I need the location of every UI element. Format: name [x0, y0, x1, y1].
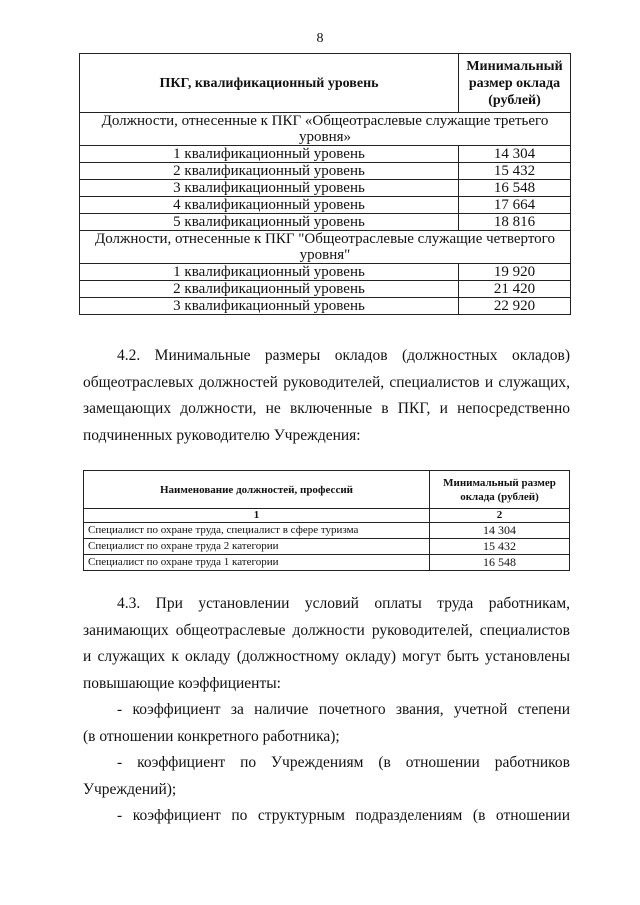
- paragraph-line: Учреждений);: [83, 780, 177, 798]
- level-cell: 3 квалификационный уровень: [80, 180, 459, 197]
- table-row: [80, 298, 571, 315]
- salary-cell: 15 432: [459, 163, 571, 180]
- position-cell: Специалист по охране труда 1 категории: [84, 555, 430, 571]
- list-item: - коэффициент по Учреждениям (в отношении работников: [117, 754, 570, 771]
- salary-cell: 18 816: [459, 214, 571, 231]
- salary-cell: 14 304: [430, 523, 570, 539]
- level-cell: 1 квалификационный уровень: [80, 146, 459, 163]
- salary-cell: 16 548: [430, 555, 570, 571]
- salary-cell: 21 420: [459, 281, 571, 298]
- list-item: - коэффициент за наличие почетного звания, учетной степени: [117, 701, 570, 718]
- position-cell: Специалист по охране труда 2 категории: [84, 539, 430, 555]
- paragraph-line: повышающие коэффициенты:: [83, 674, 281, 692]
- level-cell: 3 квалификационный уровень: [80, 298, 459, 315]
- level-cell: 5 квалификационный уровень: [80, 214, 459, 231]
- paragraph-line: общеотраслевых должностей руководителей, специалистов и служащих,: [83, 373, 570, 391]
- position-cell: Специалист по охране труда, специалист в сфере туризма: [84, 523, 430, 539]
- column-number-row: [84, 509, 570, 523]
- level-cell: 1 квалификационный уровень: [80, 264, 459, 281]
- table-header-row: [80, 54, 571, 113]
- header-salary: [430, 471, 570, 509]
- table-row: [80, 163, 571, 180]
- header-salary-line: (рублей): [488, 92, 541, 108]
- table-row: [80, 146, 571, 163]
- paragraph-line: занимающих общеотраслевые должности руководителей, специалистов: [83, 621, 570, 639]
- salary-cell: 15 432: [430, 539, 570, 555]
- salary-cell: 22 920: [459, 298, 571, 315]
- table-row: [80, 197, 571, 214]
- paragraph-line: подчиненных руководителю Учреждения:: [83, 426, 361, 444]
- column-number: 1: [84, 509, 430, 523]
- paragraph-line: замещающих должности, не включенные в ПКГ, и непосредственно: [83, 400, 570, 417]
- table-row: [84, 539, 570, 555]
- header-position: ПКГ, квалификационный уровень: [80, 54, 459, 113]
- salary-cell: 14 304: [459, 146, 571, 163]
- level-cell: 2 квалификационный уровень: [80, 163, 459, 180]
- section-title-fourth-level: Должности, отнесенные к ПКГ "Общеотраслевые служащие четвертого уровня": [80, 231, 571, 264]
- level-cell: 2 квалификационный уровень: [80, 281, 459, 298]
- level-cell: 4 квалификационный уровень: [80, 197, 459, 214]
- header-salary: [459, 54, 571, 113]
- header-name: Наименование должностей, профессий: [84, 471, 430, 509]
- paragraph-line: 4.2. Минимальные размеры окладов (должностных окладов): [117, 347, 570, 364]
- table-row: [80, 281, 571, 298]
- salary-cell: 16 548: [459, 180, 571, 197]
- paragraph-line: 4.3. При установлении условий оплаты труда работникам,: [117, 595, 570, 612]
- section-title-third-level: Должности, отнесенные к ПКГ «Общеотраслевые служащие третьего уровня»: [80, 113, 571, 146]
- section-row: [80, 231, 571, 264]
- page-number: 8: [316, 31, 324, 46]
- section-row: [80, 113, 571, 146]
- list-item: - коэффициент по структурным подразделениям (в отношении: [117, 807, 570, 824]
- salary-table-other: [83, 470, 570, 571]
- table-row: [84, 523, 570, 539]
- header-salary-line: Минимальный размер: [443, 476, 556, 489]
- header-salary-line: размер оклада: [468, 75, 561, 91]
- table-row: [80, 180, 571, 197]
- salary-cell: 17 664: [459, 197, 571, 214]
- salary-table-pkg: [79, 53, 571, 315]
- table-row: [80, 214, 571, 231]
- paragraph-line: и служащих к окладу (должностному окладу) могут быть установлены: [83, 648, 570, 665]
- header-salary-line: оклада (рублей): [460, 490, 539, 503]
- salary-cell: 19 920: [459, 264, 571, 281]
- paragraph-line: (в отношении конкретного работника);: [83, 727, 340, 745]
- table-header-row: [84, 471, 570, 509]
- column-number: 2: [430, 509, 570, 523]
- table-row: [80, 264, 571, 281]
- header-salary-line: Минимальный: [466, 58, 563, 74]
- table-row: [84, 555, 570, 571]
